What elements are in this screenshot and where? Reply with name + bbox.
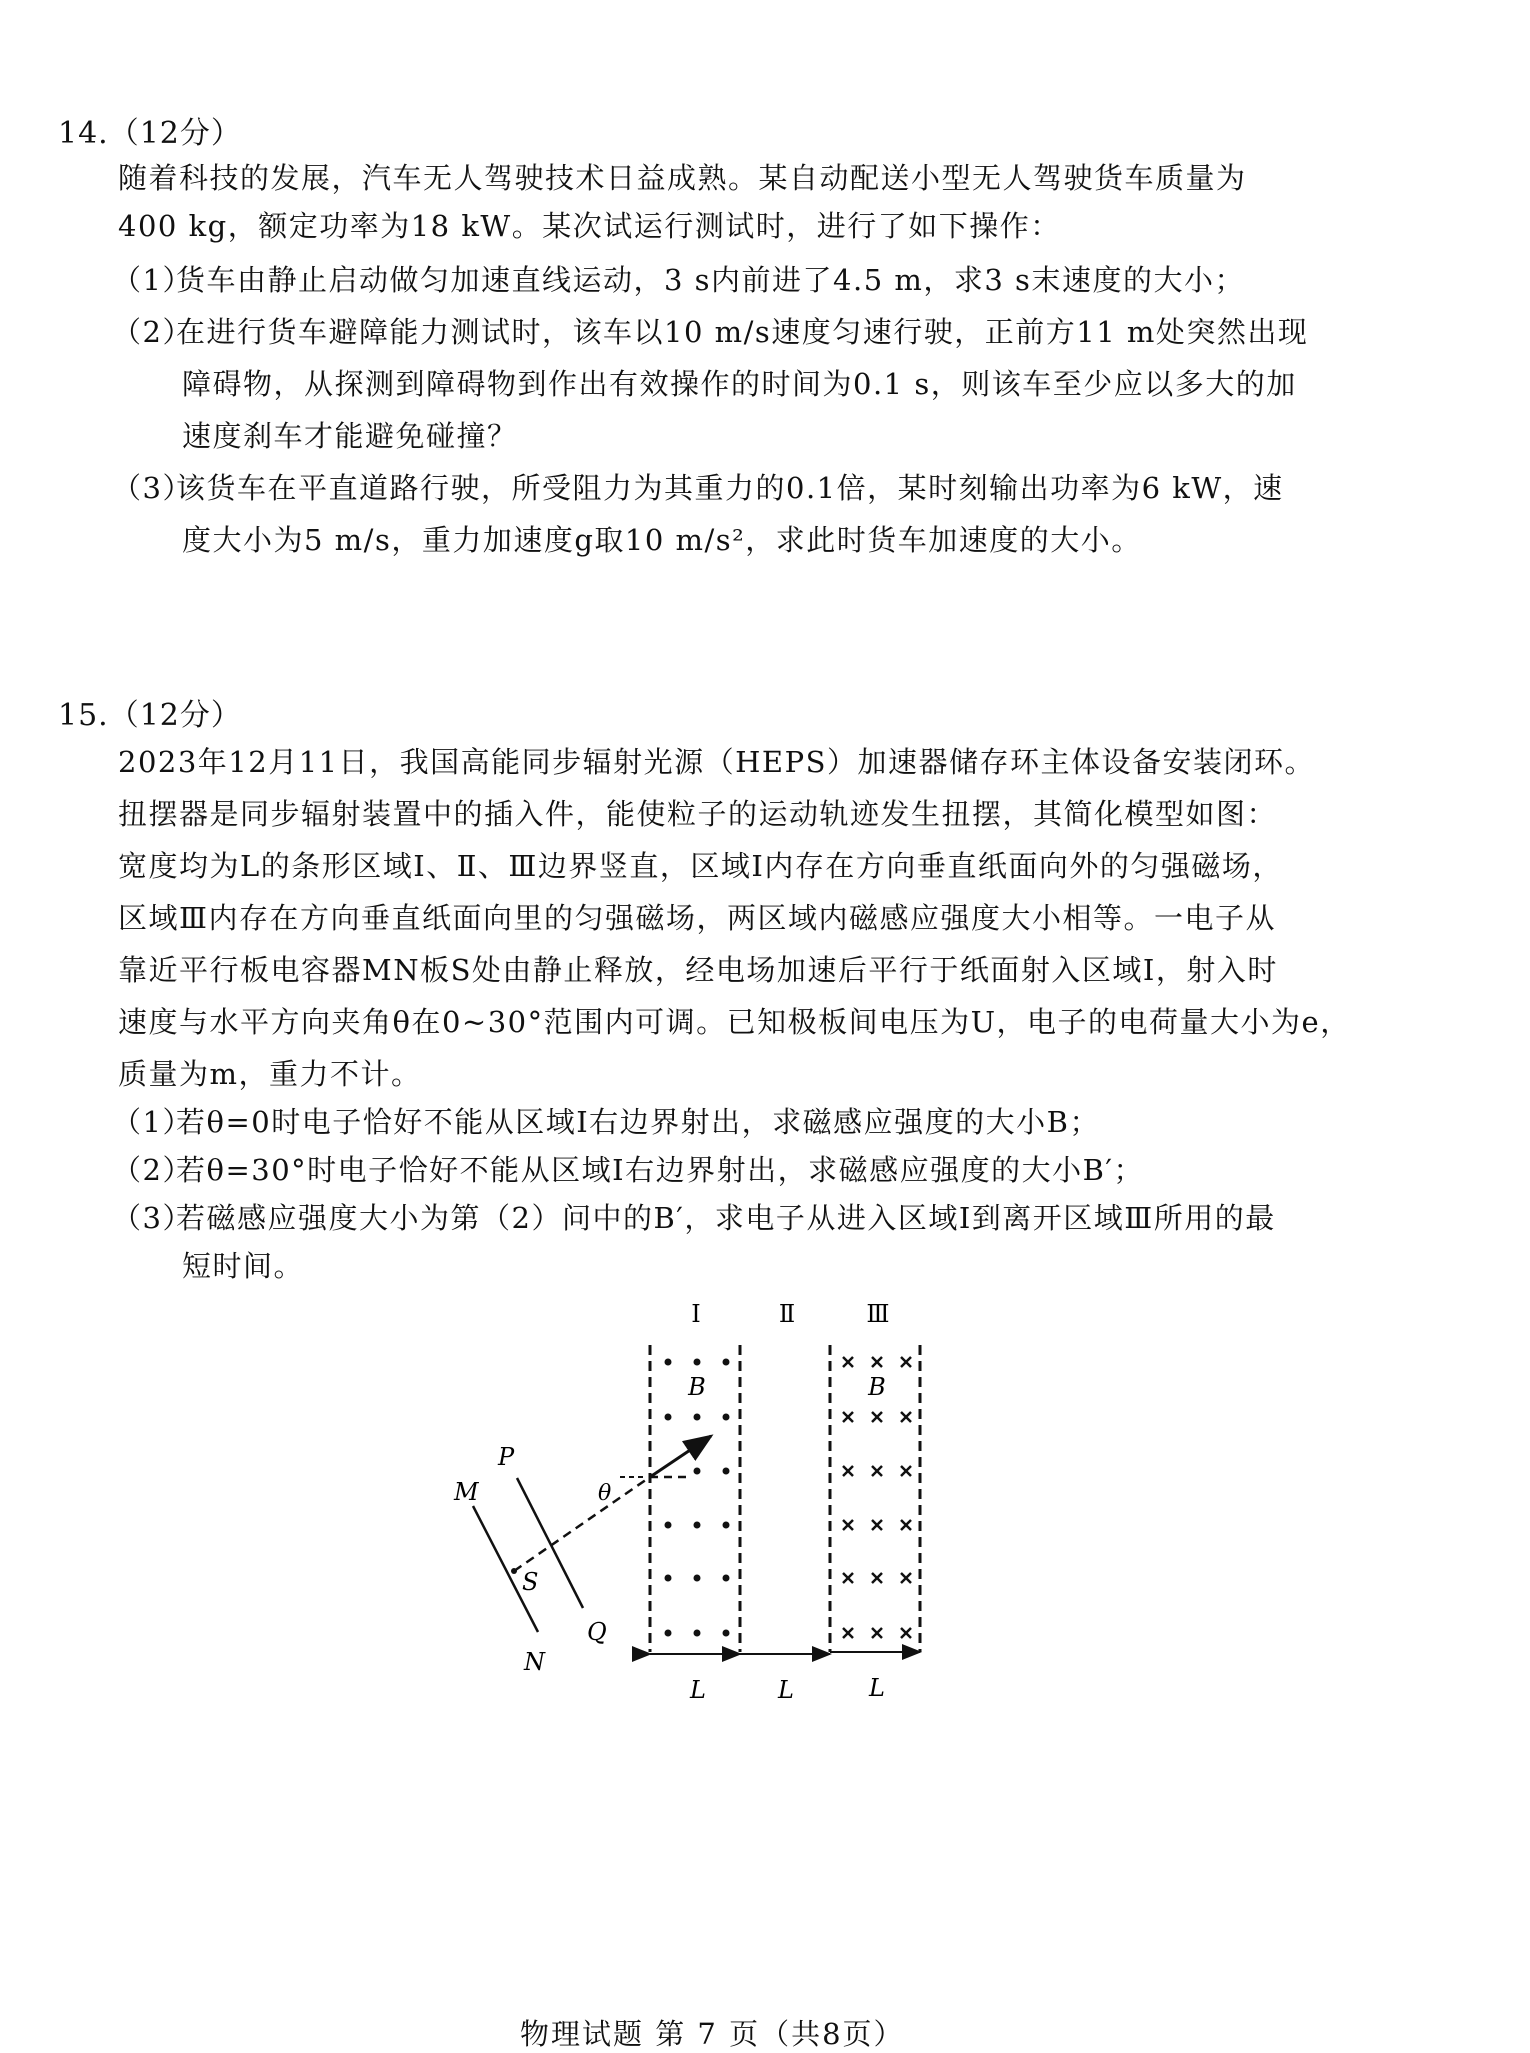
cross-mark: [872, 1412, 882, 1422]
part-text: 若磁感应强度大小为第（2）问中的B′，求电子从进入区域Ⅰ到离开区域Ⅲ所用的最: [176, 1201, 1276, 1235]
question-14-part-2-line-2: 障碍物，从探测到障碍物到作出有效操作的时间为0.1 s，则该车至少应以多大的加: [182, 367, 1297, 401]
point-label-s: S: [522, 1568, 539, 1596]
magnetic-field-diagram: [440, 1300, 1040, 1750]
region-label-2: Ⅱ: [778, 1300, 796, 1328]
cross-mark: [843, 1466, 853, 1476]
page-footer: 物理试题 第 7 页（共8页）: [520, 2017, 905, 2051]
cross-mark: [843, 1520, 853, 1530]
question-14-part-3: [112, 470, 1284, 506]
cross-mark: [901, 1412, 911, 1422]
cross-mark: [901, 1466, 911, 1476]
question-14-part-2-line-3: 速度刹车才能避免碰撞？: [182, 419, 518, 453]
question-15-part-2: [112, 1152, 1144, 1188]
question-15-stem-line-6: 速度与水平方向夹角θ在0~30°范围内可调。已知极板间电压为U，电子的电荷量大小为e，: [118, 1005, 1351, 1039]
question-15-stem-line-2: 扭摆器是同步辐射装置中的插入件，能使粒子的运动轨迹发生扭摆，其简化模型如图：: [118, 797, 1278, 831]
cross-mark: [843, 1573, 853, 1583]
cross-mark: [872, 1628, 882, 1638]
plate-label-m: M: [454, 1478, 479, 1506]
part-text: 货车由静止启动做匀加速直线运动，3 s内前进了4.5 m，求3 s末速度的大小；: [176, 263, 1245, 297]
width-label-2: L: [778, 1676, 794, 1704]
plate-label-n: N: [524, 1648, 545, 1676]
question-number: 14.: [58, 116, 109, 151]
question-number: 15.: [58, 698, 109, 733]
question-14-stem-line-1: 随着科技的发展，汽车无人驾驶技术日益成熟。某自动配送小型无人驾驶货车质量为: [118, 161, 1247, 195]
cross-mark: [843, 1412, 853, 1422]
question-score: （12分）: [108, 698, 242, 733]
question-14-header: [58, 108, 242, 152]
question-15-stem-line-5: 靠近平行板电容器MN板S处由静止释放，经电场加速后平行于纸面射入区域Ⅰ，射入时: [118, 953, 1278, 987]
cross-mark: [872, 1573, 882, 1583]
question-15-part-3-line-2: 短时间。: [182, 1249, 305, 1283]
cross-mark: [872, 1466, 882, 1476]
part-text: 该货车在平直道路行驶，所受阻力为其重力的0.1倍，某时刻输出功率为6 kW，速: [176, 471, 1284, 505]
plate-label-p: P: [498, 1443, 515, 1471]
part-text: 若θ=30°时电子恰好不能从区域Ⅰ右边界射出，求磁感应强度的大小B′；: [176, 1153, 1145, 1187]
question-score: （12分）: [108, 116, 242, 151]
width-label-3: L: [869, 1674, 885, 1702]
cross-mark: [872, 1520, 882, 1530]
question-15-header: [58, 690, 242, 734]
part-index: （2）: [112, 1153, 193, 1187]
width-label-1: L: [690, 1676, 706, 1704]
cross-mark: [872, 1357, 882, 1367]
trajectory-dashed: [514, 1477, 650, 1571]
field-label-region-3: B: [868, 1373, 886, 1401]
cross-mark: [901, 1357, 911, 1367]
question-15-stem-line-3: 宽度均为L的条形区域Ⅰ、Ⅱ、Ⅲ边界竖直，区域Ⅰ内存在方向垂直纸面向外的匀强磁场，: [118, 849, 1283, 883]
region-label-3: Ⅲ: [866, 1300, 890, 1328]
velocity-arrow: [650, 1436, 711, 1477]
plate-label-q: Q: [587, 1618, 607, 1646]
cross-mark: [901, 1573, 911, 1583]
part-index: （2）: [112, 315, 193, 349]
question-15-stem-line-1: 2023年12月11日，我国高能同步辐射光源（HEPS）加速器储存环主体设备安装闭环。: [118, 745, 1315, 779]
question-15-stem-line-4: 区域Ⅲ内存在方向垂直纸面向里的匀强磁场，两区域内磁感应强度大小相等。一电子从: [118, 901, 1276, 935]
question-14-part-3-line-2: 度大小为5 m/s，重力加速度g取10 m/s²，求此时货车加速度的大小。: [182, 523, 1142, 557]
angle-label: θ: [598, 1481, 612, 1506]
question-14-stem-line-2: 400 kg，额定功率为18 kW。某次试运行测试时，进行了如下操作：: [118, 209, 1061, 243]
part-index: （3）: [112, 1201, 193, 1235]
region-label-1: Ⅰ: [691, 1300, 701, 1328]
width-dimensions: [650, 1652, 920, 1654]
cross-mark: [843, 1357, 853, 1367]
part-index: （1）: [112, 263, 193, 297]
part-index: （3）: [112, 471, 193, 505]
cross-mark: [843, 1628, 853, 1638]
question-14-part-1: [112, 262, 1245, 298]
field-label-region-1: B: [688, 1373, 706, 1401]
part-index: （1）: [112, 1105, 193, 1139]
question-15-stem-line-7: 质量为m，重力不计。: [118, 1057, 422, 1091]
cross-mark: [901, 1520, 911, 1530]
part-text: 若θ=0时电子恰好不能从区域Ⅰ右边界射出，求磁感应强度的大小B；: [176, 1105, 1100, 1139]
cross-mark: [901, 1628, 911, 1638]
question-14-part-2: [112, 314, 1308, 350]
question-15-part-1: [112, 1104, 1100, 1140]
part-text: 在进行货车避障能力测试时，该车以10 m/s速度匀速行驶，正前方11 m处突然出现: [176, 315, 1309, 349]
question-15-part-3: [112, 1200, 1276, 1236]
